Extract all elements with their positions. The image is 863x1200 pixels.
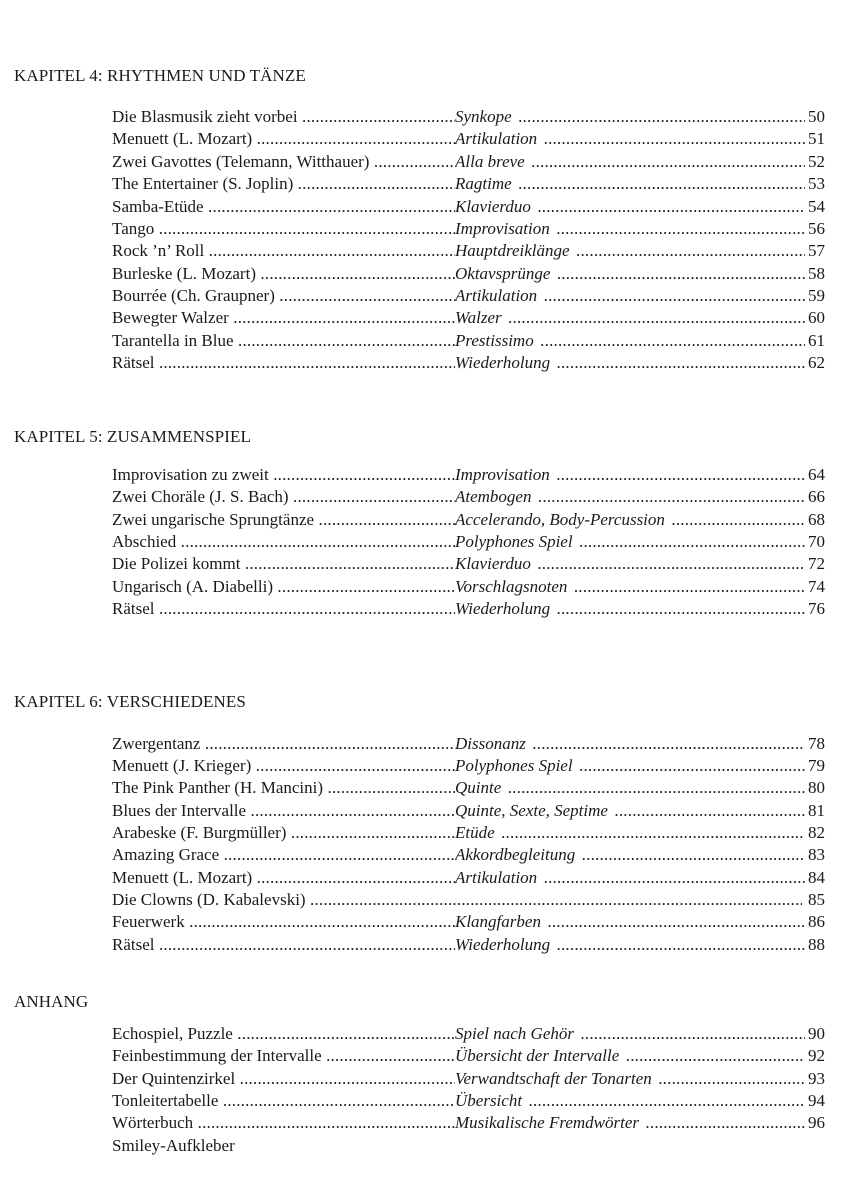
- toc-entry: [112, 151, 825, 173]
- entry-title: Feinbestimmung der Intervalle .....: [112, 1045, 455, 1067]
- entry-subject: Synkope .....: [455, 106, 825, 128]
- entry-subject: Wiederholung .....: [455, 352, 825, 374]
- entry-title: Menuett (L. Mozart) .....: [112, 867, 455, 889]
- entry-subject: Artikulation .....: [455, 285, 825, 307]
- entry-title: Die Clowns (D. Kabalevski) .....: [112, 889, 802, 911]
- entry-page: 84: [805, 867, 825, 889]
- entry-page: 93: [805, 1068, 825, 1090]
- entry-page: 94: [805, 1090, 825, 1112]
- entry-subject: Akkordbegleitung .....: [455, 844, 825, 866]
- entry-title: Smiley-Aufkleber: [112, 1136, 235, 1155]
- section-heading-kapitel-6: KAPITEL 6: VERSCHIEDENES: [14, 692, 246, 711]
- entry-title: Rock ’n’ Roll .....: [112, 240, 455, 262]
- entry-page: 88: [805, 934, 825, 956]
- toc-entry: [112, 1045, 825, 1067]
- entry-page: 96: [805, 1112, 825, 1134]
- entry-title: Bourrée (Ch. Graupner) .....: [112, 285, 455, 307]
- entry-subject: Übersicht .....: [455, 1090, 825, 1112]
- toc-entry: [112, 1112, 825, 1134]
- toc-entry: [112, 553, 825, 575]
- entry-page: 62: [805, 352, 825, 374]
- entry-subject: Accelerando, Body-Percussion .....: [455, 509, 825, 531]
- toc-entry: [112, 733, 825, 755]
- toc-entry: [112, 598, 825, 620]
- entry-page: 85: [805, 889, 825, 911]
- entry-subject: Polyphones Spiel .....: [455, 755, 825, 777]
- toc-entry: [112, 285, 825, 307]
- entry-subject: Wiederholung .....: [455, 598, 825, 620]
- toc-entry: [112, 196, 825, 218]
- entry-title: Tonleitertabelle .....: [112, 1090, 455, 1112]
- entry-subject: Polyphones Spiel .....: [455, 531, 825, 553]
- section-heading-anhang: ANHANG: [14, 992, 89, 1011]
- entry-title: Rätsel .....: [112, 598, 455, 620]
- entry-page: 51: [805, 128, 825, 150]
- entry-title: Die Polizei kommt .....: [112, 553, 455, 575]
- entry-subject: Alla breve .....: [455, 151, 825, 173]
- entry-page: 64: [805, 464, 825, 486]
- entry-title: Rätsel .....: [112, 934, 455, 956]
- entry-page: 76: [805, 598, 825, 620]
- entry-page: 53: [805, 173, 825, 195]
- entry-page: 59: [805, 285, 825, 307]
- entry-subject: Musikalische Fremdwörter .....: [455, 1112, 825, 1134]
- toc-entry: [112, 934, 825, 956]
- entry-title: Abschied .....: [112, 531, 455, 553]
- entry-title: Ungarisch (A. Diabelli) .....: [112, 576, 455, 598]
- entry-page: 54: [805, 196, 825, 218]
- entry-subject: Etüde .....: [455, 822, 825, 844]
- toc-entry: [112, 844, 825, 866]
- entry-page: 70: [805, 531, 825, 553]
- toc-entry: [112, 330, 825, 352]
- entry-page: 68: [805, 509, 825, 531]
- entry-title: Wörterbuch .....: [112, 1112, 455, 1134]
- entry-page: 79: [805, 755, 825, 777]
- entry-subject: Verwandtschaft der Tonarten .....: [455, 1068, 825, 1090]
- entry-page: 52: [805, 151, 825, 173]
- entry-title: Improvisation zu zweit .....: [112, 464, 455, 486]
- section-heading-kapitel-5: KAPITEL 5: ZUSAMMENSPIEL: [14, 427, 251, 446]
- entry-title: Zwei Gavottes (Telemann, Witthauer) .....: [112, 151, 455, 173]
- entry-subject: Dissonanz .....: [455, 733, 825, 755]
- toc-entry: [112, 307, 825, 329]
- entry-title: Tarantella in Blue .....: [112, 330, 455, 352]
- toc-entry: [112, 576, 825, 598]
- toc-entry: [112, 822, 825, 844]
- entry-title: Samba-Etüde .....: [112, 196, 455, 218]
- entry-page: 61: [805, 330, 825, 352]
- toc-entry: [112, 509, 825, 531]
- toc-entry: [112, 1090, 825, 1112]
- entry-subject: Quinte, Sexte, Septime .....: [455, 800, 825, 822]
- entry-page: 83: [805, 844, 825, 866]
- toc-entry: [112, 531, 825, 553]
- entry-page: 57: [805, 240, 825, 262]
- entry-subject: Improvisation .....: [455, 218, 825, 240]
- entry-page: 50: [805, 106, 825, 128]
- entry-title: Zwergentanz .....: [112, 733, 455, 755]
- toc-entry: [112, 128, 825, 150]
- toc-entry: [112, 263, 825, 285]
- entry-page: 78: [805, 733, 825, 755]
- entry-subject: Klangfarben .....: [455, 911, 825, 933]
- entry-title: Blues der Intervalle .....: [112, 800, 455, 822]
- toc-entry: [112, 1135, 825, 1157]
- entry-title: Der Quintenzirkel .....: [112, 1068, 455, 1090]
- entry-title: Burleske (L. Mozart) .....: [112, 263, 455, 285]
- entry-page: 72: [805, 553, 825, 575]
- entry-title: Menuett (J. Krieger) .....: [112, 755, 455, 777]
- entry-title: Zwei Choräle (J. S. Bach) .....: [112, 486, 455, 508]
- entry-title: Bewegter Walzer .....: [112, 307, 455, 329]
- section-heading-kapitel-4: KAPITEL 4: RHYTHMEN UND TÄNZE: [14, 66, 306, 85]
- toc-entry: [112, 240, 825, 262]
- entry-title: Amazing Grace .....: [112, 844, 455, 866]
- toc-entry: [112, 464, 825, 486]
- entry-title: Feuerwerk .....: [112, 911, 455, 933]
- entry-page: 90: [805, 1023, 825, 1045]
- entry-title: Rätsel .....: [112, 352, 455, 374]
- entry-subject: Klavierduo .....: [455, 553, 825, 575]
- entry-page: 82: [805, 822, 825, 844]
- entry-page: 80: [805, 777, 825, 799]
- entry-title: Tango .....: [112, 218, 455, 240]
- toc-entry: [112, 173, 825, 195]
- toc-entry: [112, 1068, 825, 1090]
- toc-entry: [112, 352, 825, 374]
- entry-subject: Übersicht der Intervalle .....: [455, 1045, 825, 1067]
- entry-subject: Improvisation .....: [455, 464, 825, 486]
- entry-subject: Atembogen .....: [455, 486, 825, 508]
- entry-page: 74: [805, 576, 825, 598]
- entry-page: 92: [805, 1045, 825, 1067]
- entry-subject: Vorschlagsnoten .....: [455, 576, 825, 598]
- entry-subject: Spiel nach Gehör .....: [455, 1023, 825, 1045]
- entry-subject: Walzer .....: [455, 307, 825, 329]
- entry-page: 56: [805, 218, 825, 240]
- entry-subject: Hauptdreiklänge .....: [455, 240, 825, 262]
- entry-title: Menuett (L. Mozart) .....: [112, 128, 455, 150]
- toc-entry: [112, 800, 825, 822]
- toc-entry: [112, 755, 825, 777]
- entry-subject: Ragtime .....: [455, 173, 825, 195]
- entry-title: Echospiel, Puzzle .....: [112, 1023, 455, 1045]
- toc-entry: [112, 1023, 825, 1045]
- toc-entry: [112, 889, 825, 911]
- toc-entry: [112, 106, 825, 128]
- entry-title: The Entertainer (S. Joplin) .....: [112, 173, 455, 195]
- toc-entry: [112, 218, 825, 240]
- entry-subject: Oktavsprünge .....: [455, 263, 825, 285]
- toc-entry: [112, 777, 825, 799]
- entry-page: 60: [805, 307, 825, 329]
- entry-subject: Quinte .....: [455, 777, 825, 799]
- entry-subject: Prestissimo .....: [455, 330, 825, 352]
- entry-subject: Artikulation .....: [455, 128, 825, 150]
- entry-page: 58: [805, 263, 825, 285]
- entry-page: 66: [805, 486, 825, 508]
- toc-entry: [112, 486, 825, 508]
- entry-subject: Klavierduo .....: [455, 196, 825, 218]
- entry-title: Arabeske (F. Burgmüller) .....: [112, 822, 455, 844]
- entry-title: Die Blasmusik zieht vorbei .....: [112, 106, 455, 128]
- toc-entry: [112, 911, 825, 933]
- entry-page: 86: [805, 911, 825, 933]
- entry-subject: Artikulation .....: [455, 867, 825, 889]
- entry-title: Zwei ungarische Sprungtänze .....: [112, 509, 455, 531]
- toc-entry: [112, 867, 825, 889]
- entry-title: The Pink Panther (H. Mancini) .....: [112, 777, 455, 799]
- entry-subject: Wiederholung .....: [455, 934, 825, 956]
- entry-page: 81: [805, 800, 825, 822]
